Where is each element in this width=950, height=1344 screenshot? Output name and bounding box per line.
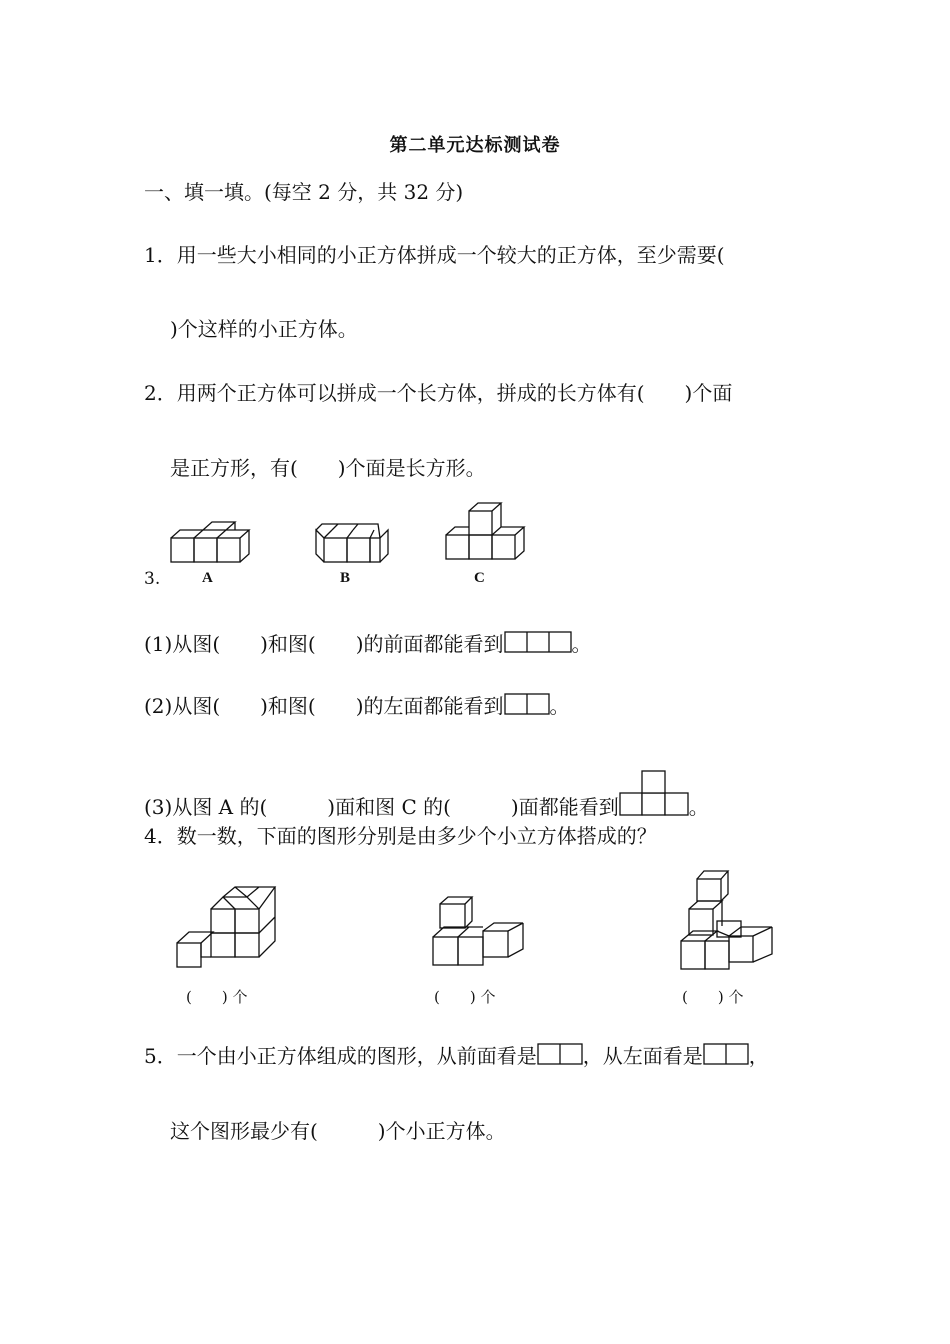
question-2-line-1: 2．用两个正方体可以拼成一个长方体，拼成的长方体有( )个面	[144, 381, 733, 405]
question-3-1-text: (1)从图( )和图( )的前面都能看到	[144, 632, 504, 656]
question-4-text: 4．数一数，下面的图形分别是由多少个小立方体搭成的？	[144, 824, 657, 848]
question-3-number: 3.	[144, 569, 161, 589]
question-1-line-1: 1．用一些大小相同的小正方体拼成一个较大的正方体，至少需要(	[144, 243, 725, 267]
front-view-three-squares	[504, 631, 572, 653]
figure-3b-cubes	[308, 515, 398, 567]
question-3-3	[144, 770, 709, 819]
page-title: 第二单元达标测试卷	[389, 135, 561, 156]
question-3-3-end: 。	[688, 795, 709, 819]
figure-3a-cubes	[165, 515, 255, 567]
section-heading: 一、填一填。(每空 2 分，共 32 分)	[144, 180, 464, 204]
question-3-3-text: (3)从图 A 的( )面和图 C 的( )面都能看到	[144, 795, 619, 819]
figure-4a-answer: ( ) 个	[186, 988, 248, 1006]
figure-4b-cubes	[428, 895, 533, 971]
figure-3c-label: C	[474, 570, 485, 586]
question-5-text-a: 5．一个由小正方体组成的图形，从前面看是	[144, 1044, 537, 1068]
figure-4a-cubes	[172, 886, 282, 970]
figure-3a-label: A	[202, 570, 213, 586]
question-3-2	[144, 693, 570, 718]
figure-3c-cubes	[440, 500, 535, 568]
left-view-two-squares	[504, 693, 550, 715]
question-3-2-text: (2)从图( )和图( )的左面都能看到	[144, 694, 504, 718]
question-3-2-end: 。	[549, 694, 570, 718]
question-3-1	[144, 631, 592, 656]
figure-3b-label: B	[340, 570, 351, 586]
figure-4c-answer: ( ) 个	[682, 988, 744, 1006]
figure-4b-answer: ( ) 个	[434, 988, 496, 1006]
question-1-line-2: )个这样的小正方体。	[170, 317, 358, 341]
question-5-text-c: ，	[748, 1044, 769, 1068]
q5-left-view-two-squares	[703, 1043, 749, 1065]
view-t-shape	[619, 770, 689, 816]
question-5-line-2: 这个图形最少有( )个小正方体。	[170, 1119, 506, 1143]
figure-4c-cubes	[676, 866, 776, 972]
q5-front-view-two-squares	[537, 1043, 583, 1065]
question-5-text-b: ，从左面看是	[582, 1044, 703, 1068]
question-5-line-1	[144, 1043, 769, 1068]
question-2-line-2: 是正方形，有( )个面是长方形。	[170, 456, 486, 480]
question-3-1-end: 。	[571, 632, 592, 656]
